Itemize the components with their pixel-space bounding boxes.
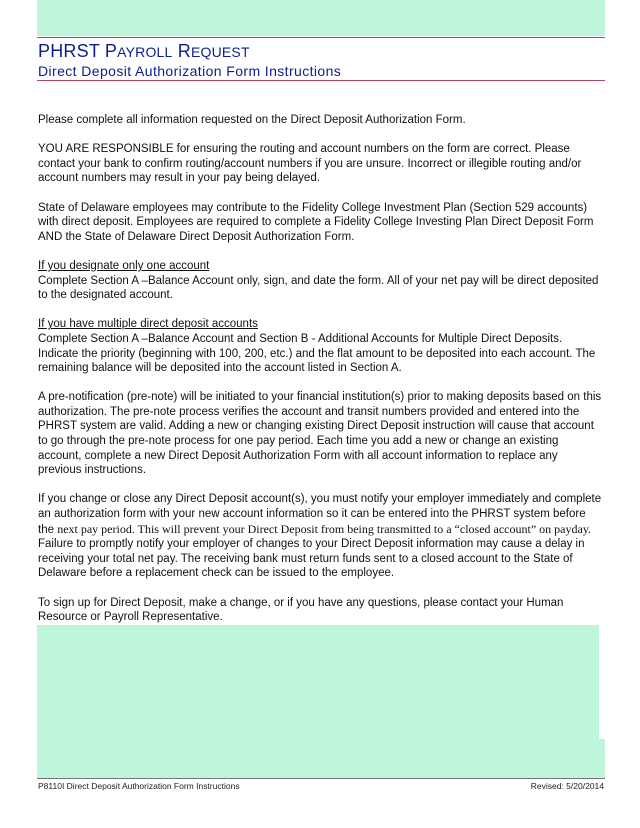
paragraph-complete-info: Please complete all information requested on the Direct Deposit Authorization Form. bbox=[38, 114, 466, 126]
footer-rule bbox=[37, 778, 605, 779]
paragraph-one-account: Complete Section A –Balance Account only, sign, and date the form. All of your net pay will be direct deposited to the designated account. bbox=[38, 274, 599, 302]
paragraph-pre-notification: A pre-notification (pre-note) will be initiated to your financial institution(s) prior to making deposits based on this authorization. The pre-note process verifies the account and transit numbers provided and entered into the PHRST system are valid. Adding a new or changing existing Direct Deposit instruction will cause that account to go through the pre-note process for one pay period. Each time you add a new or change an existing account, complete a new Direct Deposit Authorization Form with all account information to replace any previous instructions. bbox=[38, 391, 602, 477]
top-color-band bbox=[37, 0, 605, 36]
footer-form-id: P8110I Direct Deposit Authorization Form Instructions bbox=[38, 781, 240, 791]
paragraph-fidelity-plan: State of Delaware employees may contribute to the Fidelity College Investment Plan (Section 529 accounts) with direct deposit. Employees are required to complete a Fidelity College Investing Plan Direct Deposit Form AND the State of Delaware Direct Deposit Authorization Form. bbox=[38, 201, 594, 243]
header-top-rule bbox=[37, 37, 605, 38]
document-header bbox=[38, 41, 604, 80]
header-bottom-rule bbox=[37, 80, 605, 81]
paragraph-multiple-accounts: Complete Section A –Balance Account and Section B - Additional Accounts for Multiple Direct Deposits. Indicate the priority (beginning with 100, 200, etc.) and the flat amount to be deposited into each account. The remaining balance will be deposited into the account listed in Section A. bbox=[38, 332, 596, 375]
bottom-color-band bbox=[37, 625, 599, 778]
page-subtitle: Direct Deposit Authorization Form Instructions bbox=[38, 63, 342, 79]
footer-revised-date: Revised: 5/20/2014 bbox=[530, 781, 604, 791]
paragraph-change-close-account: If you change or close any Direct Deposit account(s), you must notify your employer immediately and complete an authorization form with your new account information so it can be entered into the PHRST system before the next pay period. This will prevent your Direct Deposit from being transmitted to a “closed account” on payday. Failure to promptly notify your employer of changes to your Direct Deposit information may cause a delay in receiving your total net pay. The receiving bank must return funds sent to a closed account to the State of Delaware before a replacement check can be issued to the employee. bbox=[38, 493, 602, 580]
heading-multiple-accounts: If you have multiple direct deposit accounts bbox=[38, 318, 258, 331]
instructions-body bbox=[38, 113, 604, 639]
heading-one-account: If you designate only one account bbox=[38, 259, 210, 272]
bottom-corner-band bbox=[527, 739, 605, 778]
page-footer bbox=[38, 781, 604, 792]
paragraph-responsibility: YOU ARE RESPONSIBLE for ensuring the routing and account numbers on the form are correct. Please contact your bank to confirm routing/account numbers if you are unsure. Incorrect or illegible routing and/or account numbers may result in your pay being delayed. bbox=[38, 143, 582, 185]
page-title: PHRST PAYROLL REQUEST bbox=[38, 41, 250, 61]
paragraph-contact: To sign up for Direct Deposit, make a change, or if you have any questions, please contact your Human Resource or Payroll Representative. bbox=[38, 596, 564, 624]
